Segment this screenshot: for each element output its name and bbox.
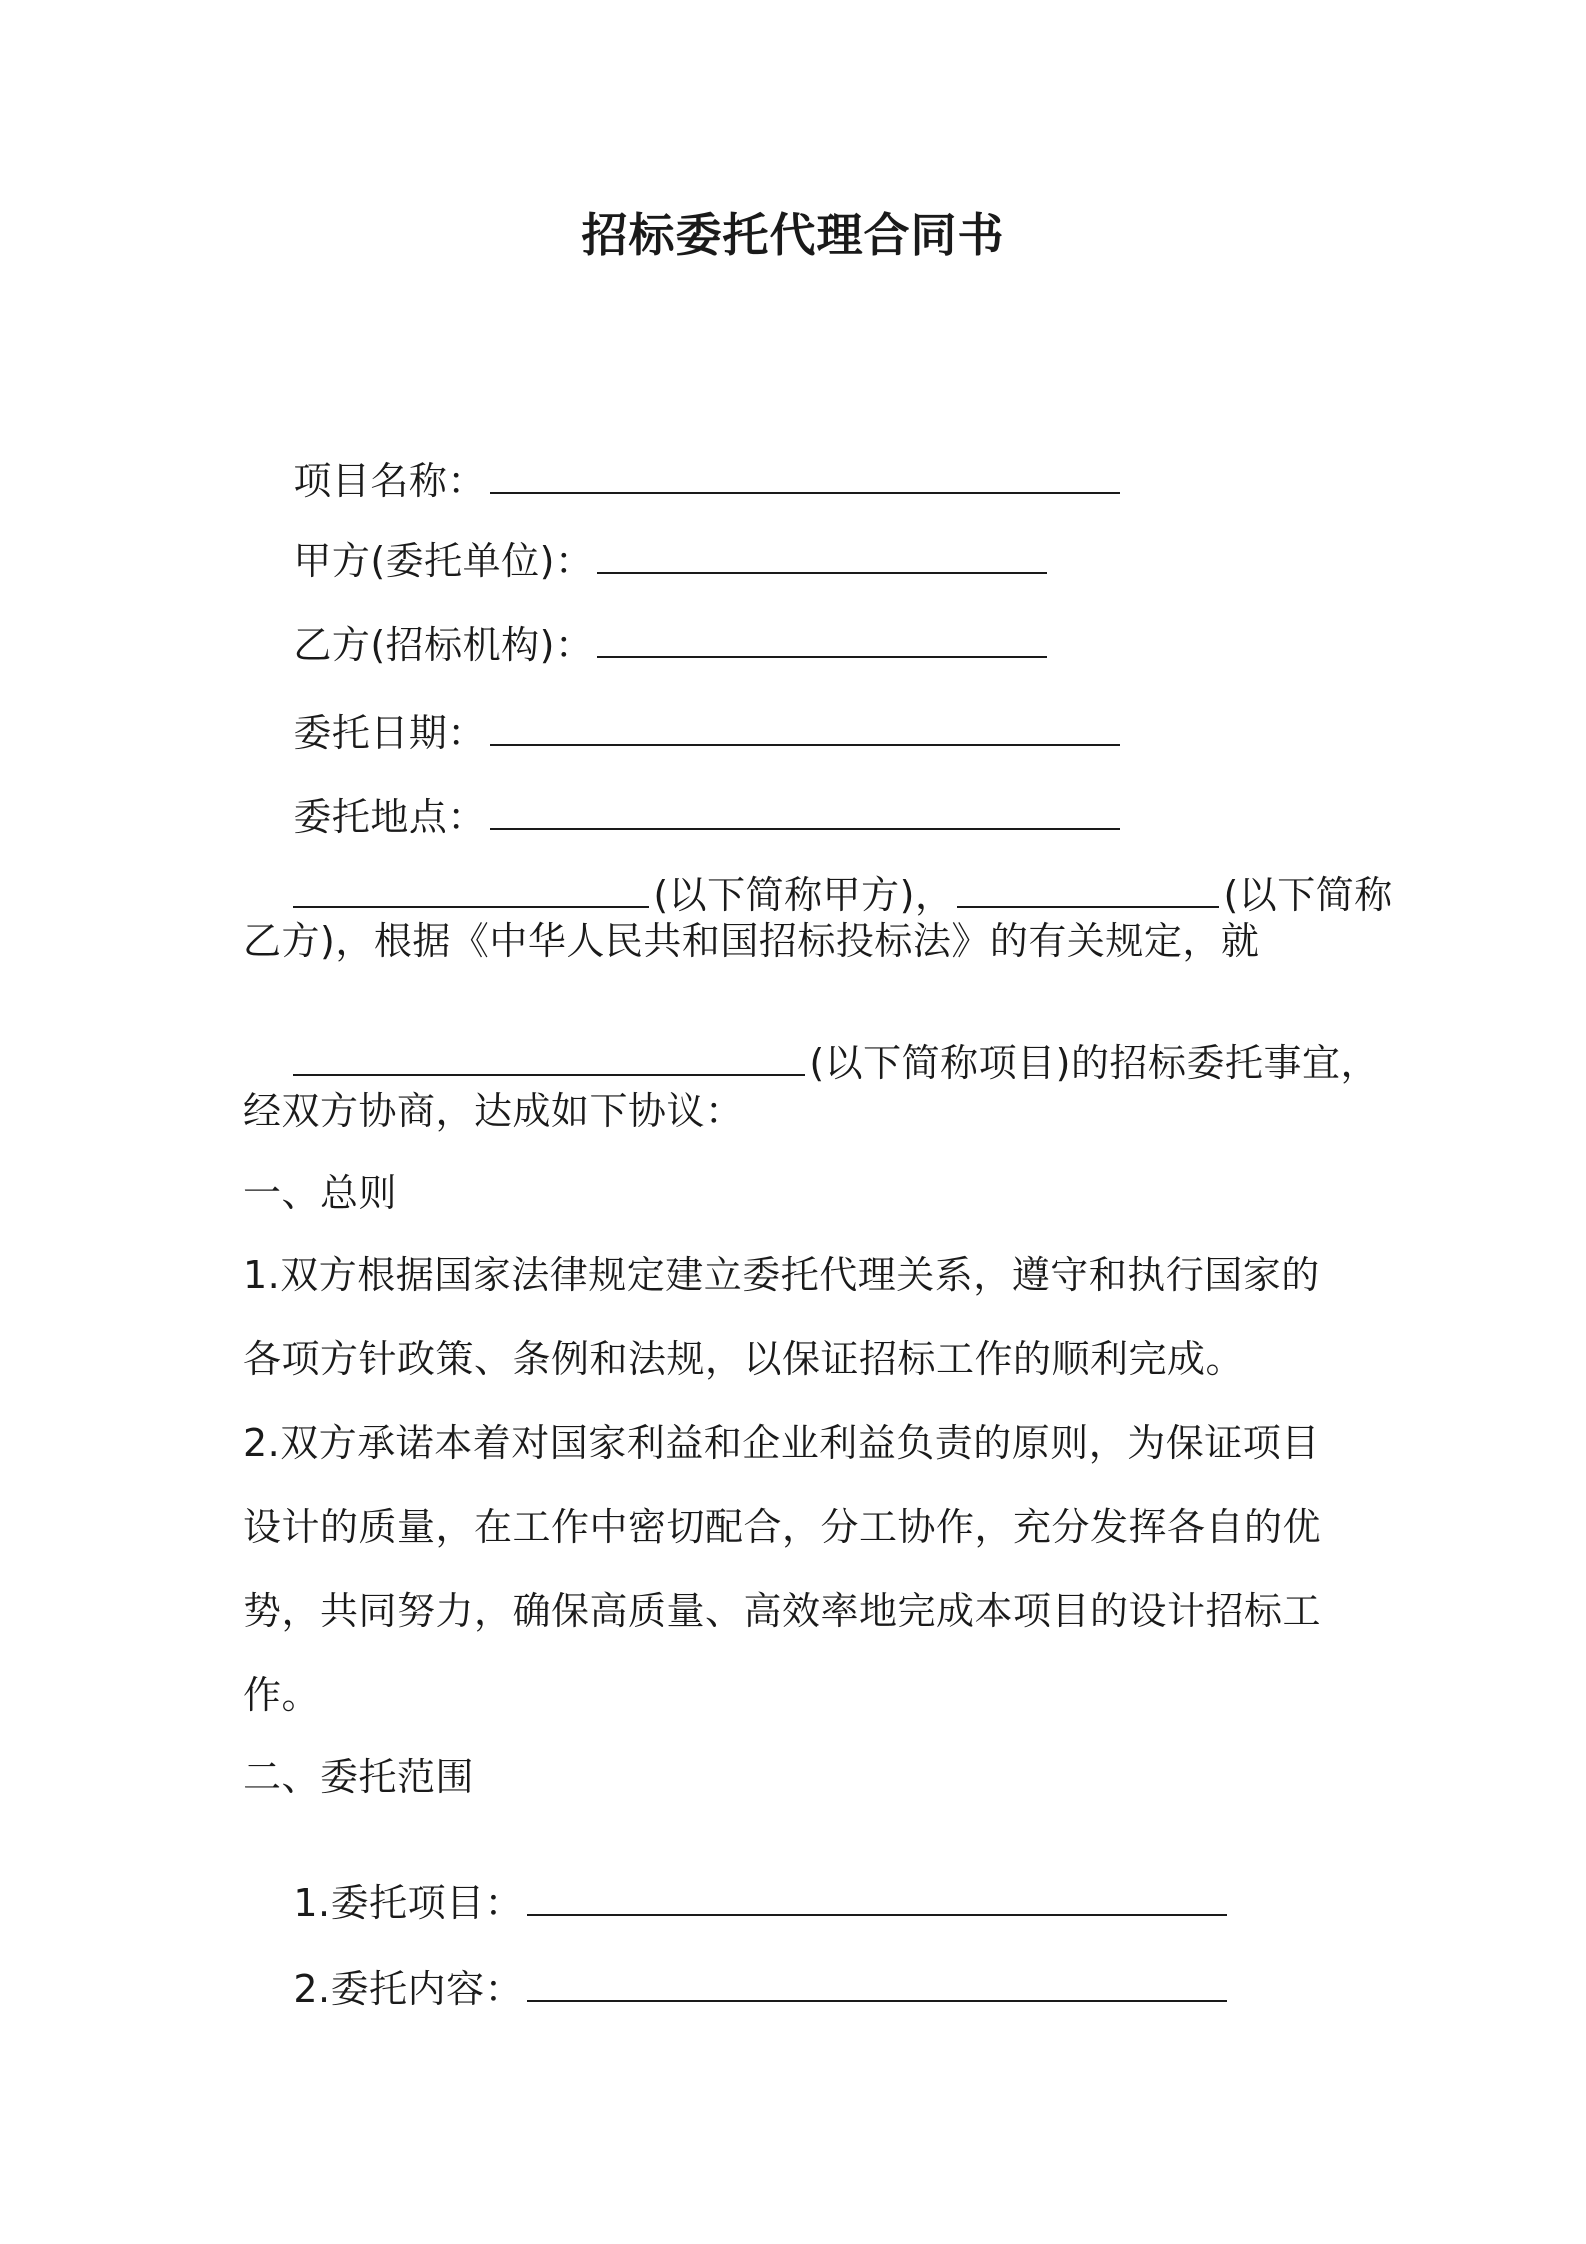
document-title: 招标委托代理合同书 <box>581 208 1005 262</box>
scope-item-content <box>243 1932 1231 2046</box>
scope-content-blank[interactable] <box>527 1970 1227 2002</box>
scope-project-blank[interactable] <box>527 1884 1227 1916</box>
preamble-line-4: 经双方协商，达成如下协议： <box>243 1089 744 1133</box>
party-b-name-blank[interactable] <box>957 876 1219 908</box>
section-heading-general: 一、总则 <box>243 1171 398 1215</box>
preamble-text: (以下简称甲方)， <box>653 873 954 917</box>
section-heading-scope: 二、委托范围 <box>243 1755 475 1799</box>
preamble-text: (以下简称 <box>1223 873 1393 917</box>
party-a-name-blank[interactable] <box>293 876 649 908</box>
project-ref-blank[interactable] <box>293 1044 805 1076</box>
field-label: 甲方(委托单位)： <box>293 539 594 583</box>
party-a-blank[interactable] <box>597 542 1047 574</box>
field-label: 委托日期： <box>293 711 486 755</box>
clause-2-line-3: 势，共同努力，确保高质量、高效率地完成本项目的设计招标工 <box>243 1589 1322 1633</box>
field-label: 委托地点： <box>293 795 486 839</box>
field-label: 1.委托项目： <box>293 1881 524 1925</box>
preamble-text: (以下简称项目)的招标委托事宜， <box>809 1041 1379 1085</box>
project-name-blank[interactable] <box>490 462 1120 494</box>
party-b-blank[interactable] <box>597 626 1047 658</box>
clause-2-line-4: 作。 <box>243 1673 321 1717</box>
preamble-line-2: 乙方)，根据《中华人民共和国招标投标法》的有关规定，就 <box>243 919 1260 963</box>
clause-2-line-1: 2.双方承诺本着对国家利益和企业利益负责的原则，为保证项目 <box>243 1421 1320 1465</box>
field-label: 2.委托内容： <box>293 1967 524 2011</box>
clause-2-line-2: 设计的质量，在工作中密切配合，分工协作，充分发挥各自的优 <box>243 1505 1322 1549</box>
field-label: 乙方(招标机构)： <box>293 623 594 667</box>
clause-1-line-1: 1.双方根据国家法律规定建立委托代理关系，遵守和执行国家的 <box>243 1253 1320 1297</box>
clause-1-line-2: 各项方针政策、条例和法规，以保证招标工作的顺利完成。 <box>243 1337 1245 1381</box>
date-blank[interactable] <box>490 714 1120 746</box>
field-label: 项目名称： <box>293 459 486 503</box>
location-blank[interactable] <box>490 798 1120 830</box>
